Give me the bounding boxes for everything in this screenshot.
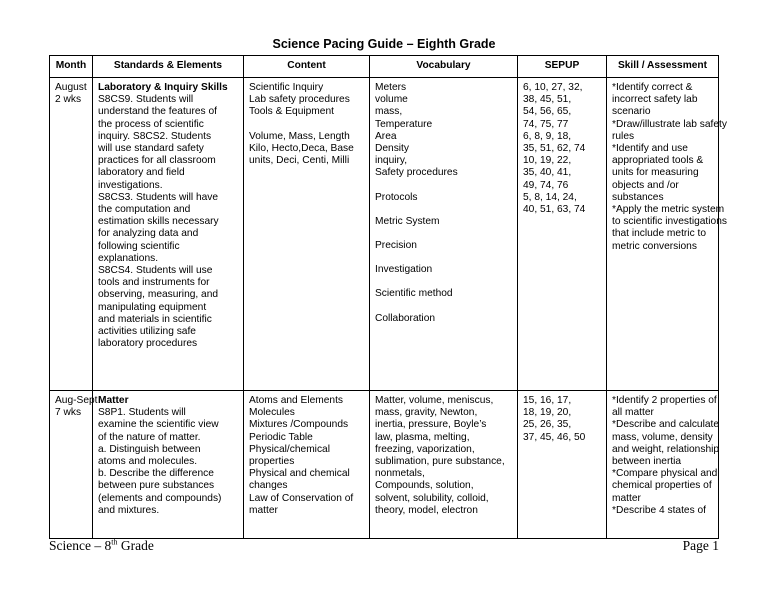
- text-line: atoms and molecules.: [98, 456, 198, 468]
- text-line: theory, model, electron: [375, 504, 478, 516]
- content-cell: [244, 78, 370, 391]
- text-line: [375, 180, 512, 192]
- text-line: to scientific investigations: [612, 216, 727, 228]
- text-line: activities utilizing safe: [98, 326, 196, 338]
- text-line: inquiry. S8CS2. Students: [98, 130, 212, 142]
- text-line: examine the scientific view: [98, 419, 219, 431]
- standards-text: [98, 94, 238, 350]
- text-line: [249, 119, 364, 131]
- text-line: S8P1. Students will: [98, 407, 186, 419]
- text-line: *Draw/illustrate lab safety: [612, 118, 727, 130]
- sepup-cell: [518, 78, 607, 391]
- text-line: S8CS4. Students will use: [98, 265, 213, 277]
- text-line: practices for all classroom: [98, 155, 216, 167]
- text-line: 2 wks: [55, 94, 82, 106]
- text-line: Mixtures /Compounds: [249, 419, 349, 431]
- text-line: 74, 75, 77: [523, 118, 569, 130]
- header-skill-assessment: Skill / Assessment: [607, 56, 719, 78]
- text-line: Physical and chemical: [249, 468, 350, 480]
- text-line: investigations.: [98, 179, 163, 191]
- text-line: laboratory procedures: [98, 338, 198, 350]
- text-line: that include metric to: [612, 228, 706, 240]
- text-line: 10, 19, 22,: [523, 155, 572, 167]
- text-line: Scientific method: [375, 288, 453, 300]
- standard-heading: Laboratory & Inquiry Skills: [98, 82, 228, 93]
- text-line: 6, 10, 27, 32,: [523, 82, 583, 93]
- content-cell: [244, 391, 370, 539]
- text-line: law, plasma, melting,: [375, 431, 470, 443]
- text-line: S8CS9. Students will: [98, 94, 194, 106]
- text-line: rules: [612, 130, 635, 142]
- text-line: units, Deci, Centi, Milli: [249, 155, 350, 167]
- text-line: nonmetals,: [375, 468, 425, 480]
- standards-cell: [93, 78, 244, 391]
- text-line: Protocols: [375, 191, 418, 203]
- text-line: Matter, volume, meniscus,: [375, 395, 494, 406]
- text-line: mass,: [375, 106, 403, 118]
- text-line: Law of Conservation of: [249, 492, 354, 504]
- text-line: 40, 51, 63, 74: [523, 204, 586, 216]
- text-line: (elements and compounds): [98, 492, 222, 504]
- text-line: [375, 228, 512, 240]
- text-line: solvent, solubility, colloid,: [375, 492, 489, 504]
- text-line: Atoms and Elements: [249, 395, 343, 406]
- skill-cell: [607, 391, 719, 539]
- text-line: [375, 301, 512, 313]
- text-line: appropriated tools &: [612, 155, 704, 167]
- text-line: explanations.: [98, 252, 159, 264]
- text-line: inquiry,: [375, 155, 408, 167]
- text-line: Area: [375, 130, 397, 142]
- footer-course-suffix: Grade: [117, 538, 154, 553]
- text-line: *Describe 4 states of: [612, 504, 706, 516]
- text-line: Temperature: [375, 118, 433, 130]
- header-month: Month: [50, 56, 93, 78]
- text-line: and weight, relationship: [612, 443, 720, 455]
- standard-heading: Matter: [98, 395, 129, 406]
- text-line: 35, 40, 41,: [523, 167, 572, 179]
- text-line: 54, 56, 65,: [523, 106, 572, 118]
- month-cell: [50, 391, 98, 539]
- page-title: Science Pacing Guide – Eighth Grade: [272, 37, 496, 51]
- text-line: understand the features of: [98, 106, 217, 118]
- pacing-table: [49, 55, 727, 539]
- text-line: of the nature of matter.: [98, 431, 201, 443]
- table-row: [50, 78, 719, 391]
- text-line: Tools & Equipment: [249, 106, 334, 118]
- footer-course-sup: th: [111, 537, 118, 547]
- text-line: between inertia: [612, 456, 682, 468]
- footer-course-label: [49, 538, 154, 554]
- text-line: Volume, Mass, Length: [249, 130, 350, 142]
- text-line: matter: [612, 492, 641, 504]
- text-line: *Identify 2 properties of: [612, 395, 717, 406]
- text-line: Periodic Table: [249, 431, 313, 443]
- vocabulary-cell: [370, 391, 518, 539]
- text-line: incorrect safety lab: [612, 94, 698, 106]
- text-line: Lab safety procedures: [249, 94, 350, 106]
- text-line: chemical properties of: [612, 480, 712, 492]
- footer-page-number: Page 1: [682, 538, 719, 553]
- text-line: b. Describe the difference: [98, 468, 214, 480]
- text-line: Aug-Sept: [55, 395, 98, 406]
- text-line: 18, 19, 20,: [523, 407, 572, 419]
- text-line: [375, 276, 512, 288]
- text-line: mass, gravity, Newton,: [375, 407, 478, 419]
- footer-course-prefix: Science – 8: [49, 538, 112, 553]
- text-line: August: [55, 82, 87, 93]
- text-line: for analyzing data and: [98, 228, 199, 240]
- text-line: tools and instruments for: [98, 277, 210, 289]
- text-line: [375, 252, 512, 264]
- text-line: and materials in scientific: [98, 313, 212, 325]
- text-line: between pure substances: [98, 480, 215, 492]
- text-line: freezing, vaporization,: [375, 443, 475, 455]
- text-line: Compounds, solution,: [375, 480, 474, 492]
- header-standards: Standards & Elements: [93, 56, 244, 78]
- text-line: Meters: [375, 82, 407, 93]
- text-line: and mixtures.: [98, 504, 160, 516]
- text-line: Collaboration: [375, 312, 436, 324]
- text-line: Density: [375, 143, 409, 155]
- skill-cell: [607, 78, 727, 391]
- text-line: properties: [249, 456, 295, 468]
- text-line: the computation and: [98, 204, 191, 216]
- text-line: observing, measuring, and: [98, 289, 219, 301]
- text-line: volume: [375, 94, 408, 106]
- text-line: 37, 45, 46, 50: [523, 431, 586, 443]
- text-line: all matter: [612, 407, 654, 419]
- text-line: units for measuring: [612, 167, 699, 179]
- header-sepup: SEPUP: [518, 56, 607, 78]
- text-line: laboratory and field: [98, 167, 185, 179]
- text-line: will use standard safety: [98, 143, 204, 155]
- text-line: *Identify and use: [612, 143, 688, 155]
- text-line: Kilo, Hecto,Deca, Base: [249, 142, 354, 154]
- text-line: sublimation, pure substance,: [375, 456, 505, 468]
- standards-cell: [93, 391, 244, 539]
- text-line: substances: [612, 191, 664, 203]
- text-line: Safety procedures: [375, 167, 458, 179]
- text-line: matter: [249, 504, 278, 516]
- header-content: Content: [244, 56, 370, 78]
- text-line: *Identify correct &: [612, 82, 693, 93]
- header-vocabulary: Vocabulary: [370, 56, 518, 78]
- text-line: *Compare physical and: [612, 468, 718, 480]
- text-line: 25, 26, 35,: [523, 419, 572, 431]
- text-line: a. Distinguish between: [98, 443, 201, 455]
- text-line: the process of scientific: [98, 118, 204, 130]
- text-line: Scientific Inquiry: [249, 82, 324, 93]
- text-line: 49, 74, 76: [523, 179, 569, 191]
- text-line: inertia, pressure, Boyle’s: [375, 419, 487, 431]
- text-line: 38, 45, 51,: [523, 94, 572, 106]
- text-line: changes: [249, 480, 288, 492]
- table-header-row: [50, 56, 719, 78]
- text-line: Metric System: [375, 215, 440, 227]
- text-line: *Describe and calculate: [612, 419, 720, 431]
- text-line: metric conversions: [612, 240, 697, 252]
- text-line: estimation skills necessary: [98, 216, 219, 228]
- month-cell: [50, 78, 93, 391]
- sepup-cell: [518, 391, 607, 539]
- text-line: manipulating equipment: [98, 301, 207, 313]
- text-line: mass, volume, density: [612, 431, 713, 443]
- text-line: objects and /or: [612, 179, 679, 191]
- text-line: Physical/chemical: [249, 443, 330, 455]
- text-line: Molecules: [249, 407, 295, 419]
- text-line: 15, 16, 17,: [523, 395, 572, 406]
- text-line: S8CS3. Students will have: [98, 191, 219, 203]
- standards-text: [98, 407, 238, 517]
- text-line: 7 wks: [55, 407, 82, 419]
- text-line: 5, 8, 14, 24,: [523, 191, 577, 203]
- text-line: Investigation: [375, 264, 433, 276]
- text-line: *Apply the metric system: [612, 204, 725, 216]
- text-line: Precision: [375, 240, 417, 252]
- text-line: following scientific: [98, 240, 180, 252]
- vocabulary-cell: [370, 78, 518, 391]
- text-line: scenario: [612, 106, 651, 118]
- text-line: [375, 204, 512, 216]
- text-line: 35, 51, 62, 74: [523, 143, 586, 155]
- text-line: 6, 8, 9, 18,: [523, 130, 572, 142]
- table-row: [50, 391, 719, 539]
